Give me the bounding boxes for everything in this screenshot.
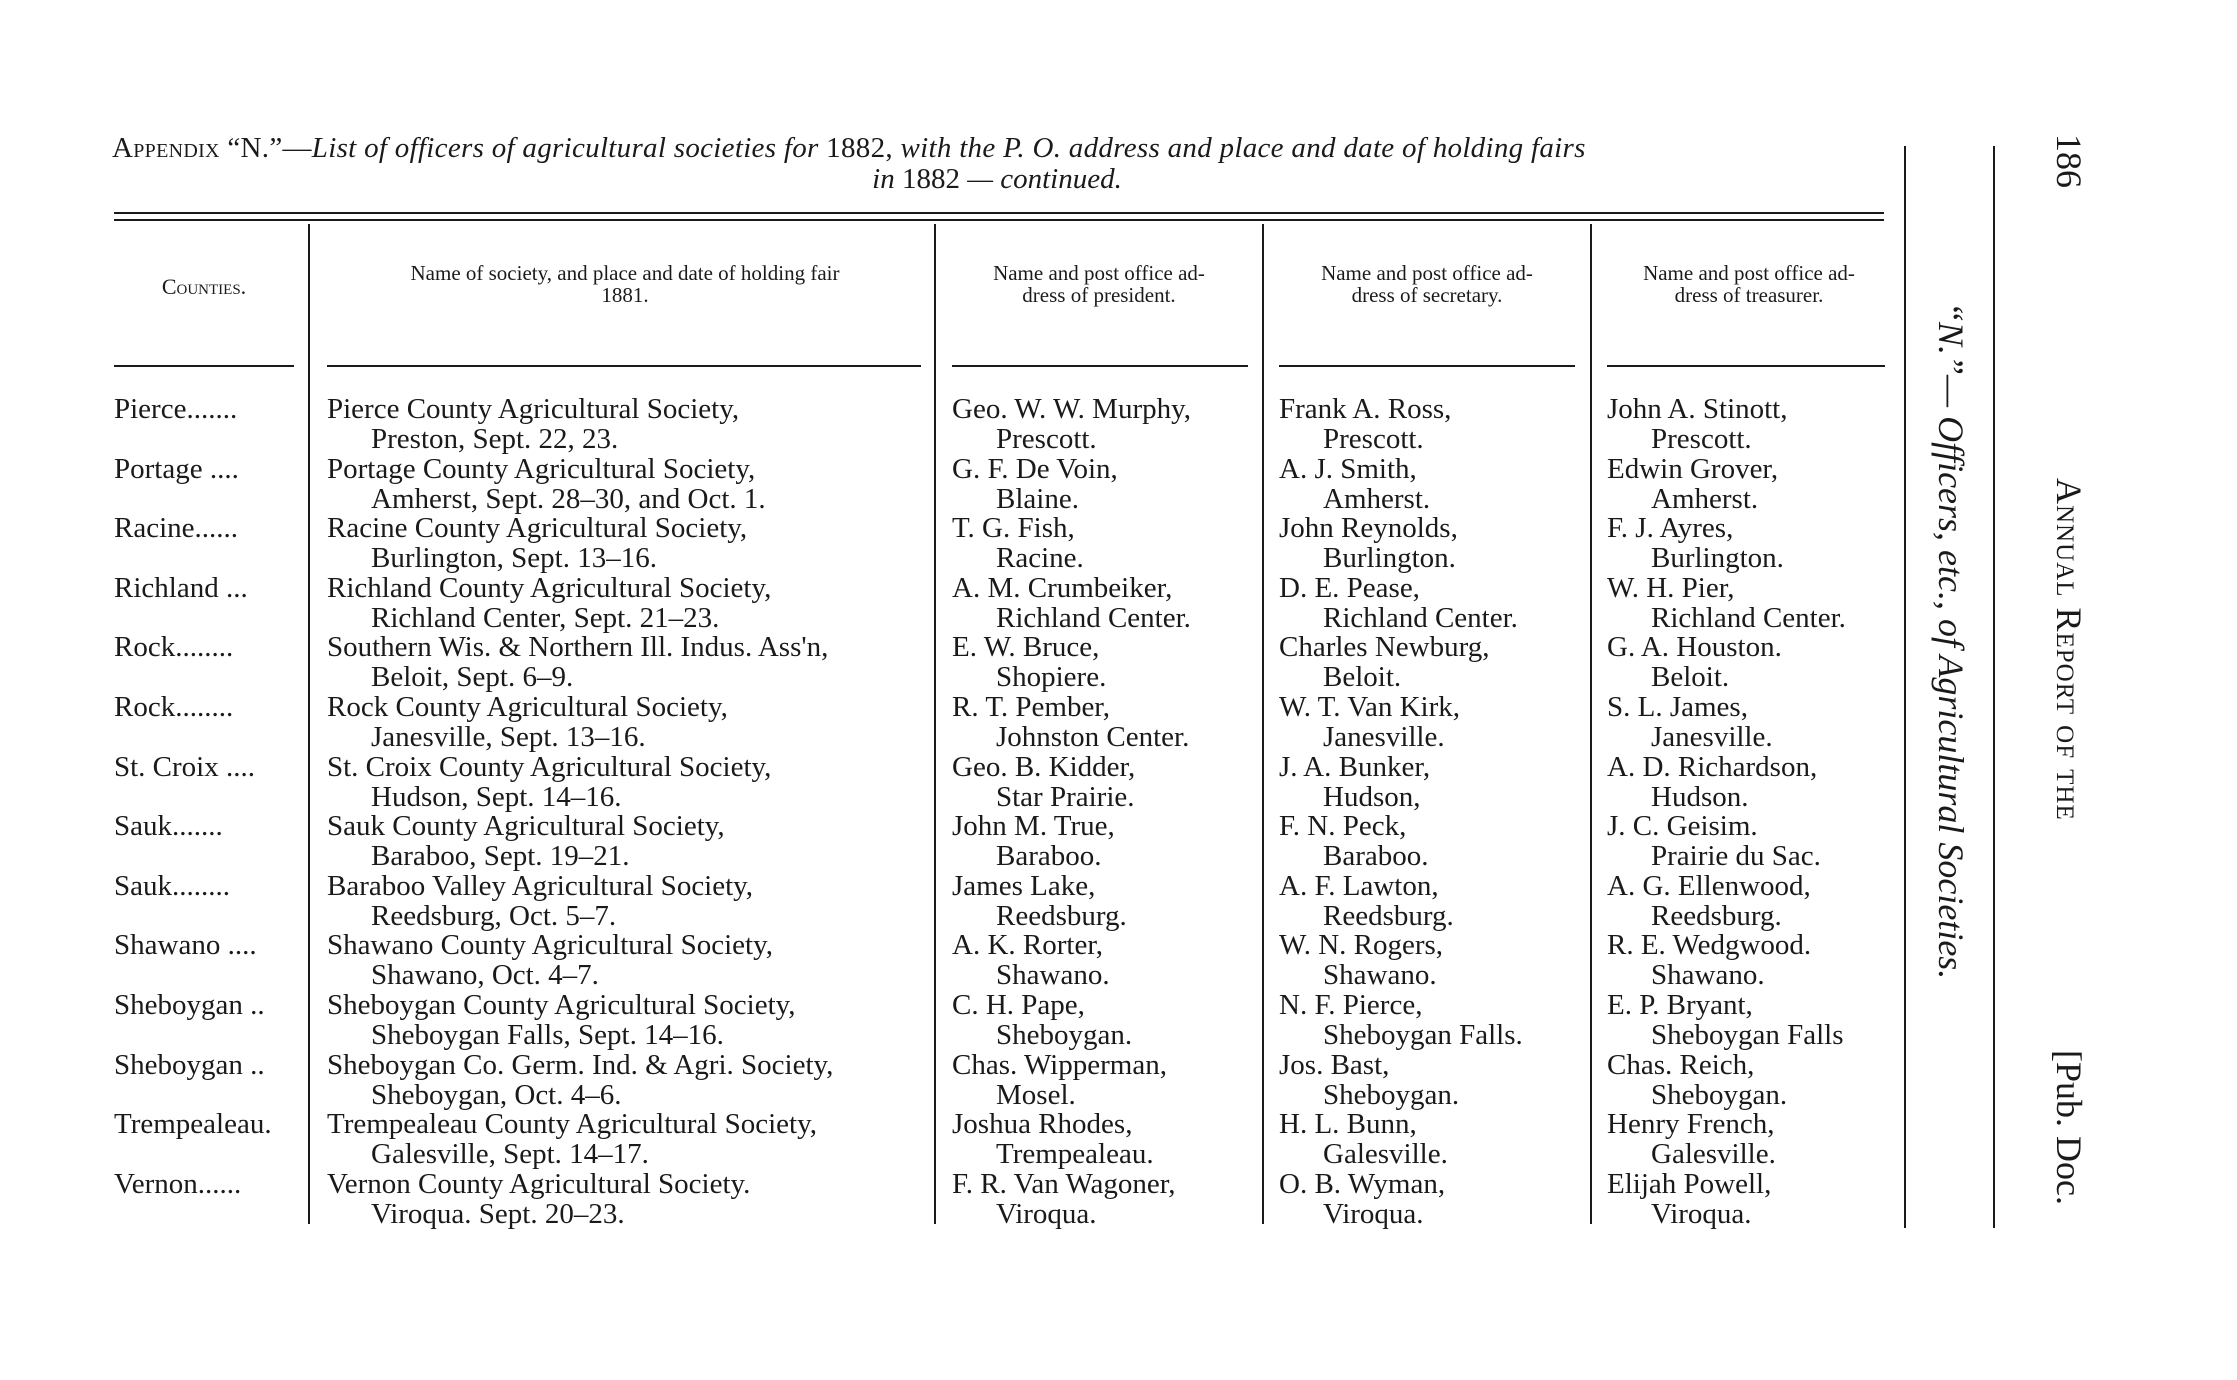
president-cell	[952, 1109, 1154, 1169]
president-name: Joshua Rhodes,	[952, 1108, 1133, 1140]
treasurer-name: A. D. Richardson,	[1607, 751, 1818, 783]
president-name: T. G. Fish,	[952, 512, 1075, 544]
society-place: Amherst, Sept. 28–30, and Oct. 1.	[371, 483, 766, 515]
header-president-line2: dress of president.	[1022, 283, 1176, 307]
running-title: “N.”— Officers, etc., of Agricultural Societies.	[1931, 302, 1971, 980]
society-name: Richland County Agricultural Society,	[327, 572, 772, 604]
county-cell: Pierce.......	[114, 393, 238, 425]
president-cell	[952, 394, 1191, 454]
secretary-cell	[1279, 513, 1458, 573]
president-place: Baraboo.	[996, 840, 1102, 872]
secretary-name: O. B. Wyman,	[1279, 1168, 1446, 1200]
county-cell: Rock........	[114, 691, 234, 723]
president-name: R. T. Pember,	[952, 691, 1111, 723]
president-place: Blaine.	[996, 483, 1079, 515]
society-name: Portage County Agricultural Society,	[327, 453, 756, 485]
treasurer-name: G. A. Houston.	[1607, 631, 1782, 663]
secretary-place: Baraboo.	[1323, 840, 1429, 872]
treasurer-place: Prairie du Sac.	[1651, 840, 1821, 872]
secretary-name: Frank A. Ross,	[1279, 393, 1452, 425]
president-place: Racine.	[996, 542, 1084, 574]
secretary-name: A. J. Smith,	[1279, 453, 1417, 485]
secretary-cell	[1279, 871, 1454, 931]
society-place: Reedsburg, Oct. 5–7.	[371, 900, 617, 932]
president-cell	[952, 692, 1189, 752]
society-name: Racine County Agricultural Society,	[327, 512, 748, 544]
treasurer-name: A. G. Ellenwood,	[1607, 870, 1811, 902]
secretary-place: Prescott.	[1323, 423, 1424, 455]
president-name: E. W. Bruce,	[952, 631, 1100, 663]
society-place: Hudson, Sept. 14–16.	[371, 781, 622, 813]
president-cell	[952, 811, 1115, 871]
secretary-name: D. E. Pease,	[1279, 572, 1420, 604]
treasurer-cell	[1607, 692, 1773, 752]
secretary-place: Richland Center.	[1323, 602, 1518, 634]
society-cell	[327, 930, 773, 990]
header-secretary	[1268, 262, 1586, 306]
secretary-cell	[1279, 632, 1489, 692]
president-place: Mosel.	[996, 1079, 1076, 1111]
header-treasurer-line1: Name and post office ad-	[1643, 261, 1855, 285]
secretary-cell	[1279, 573, 1518, 633]
treasurer-cell	[1607, 394, 1788, 454]
secretary-name: J. A. Bunker,	[1279, 751, 1431, 783]
title-year-a: 1882,	[826, 132, 893, 164]
society-place: Beloit, Sept. 6–9.	[371, 661, 574, 693]
secretary-name: Charles Newburg,	[1279, 631, 1490, 663]
county-cell: Rock........	[114, 631, 234, 663]
president-name: F. R. Van Wagoner,	[952, 1168, 1176, 1200]
treasurer-place: Richland Center.	[1651, 602, 1846, 634]
appendix-letter: “N.”—	[227, 132, 312, 164]
treasurer-cell	[1607, 930, 1811, 990]
secretary-place: Beloit.	[1323, 661, 1402, 693]
treasurer-place: Beloit.	[1651, 661, 1730, 693]
county-cell: Sauk........	[114, 870, 230, 902]
header-counties-text: Counties.	[161, 274, 247, 299]
treasurer-name: R. E. Wedgwood.	[1607, 929, 1812, 961]
society-cell	[327, 1109, 817, 1169]
secretary-place: Amherst.	[1323, 483, 1431, 515]
treasurer-cell	[1607, 573, 1846, 633]
secretary-cell	[1279, 930, 1443, 990]
president-cell	[952, 990, 1132, 1050]
secretary-cell	[1279, 1050, 1459, 1110]
society-name: Baraboo Valley Agricultural Society,	[327, 870, 754, 902]
president-name: James Lake,	[952, 870, 1096, 902]
society-cell	[327, 394, 739, 454]
county-cell: Racine......	[114, 512, 239, 544]
society-cell	[327, 990, 796, 1050]
treasurer-cell	[1607, 1109, 1776, 1169]
header-underline	[114, 365, 294, 367]
society-name: Trempealeau County Agricultural Society,	[327, 1108, 817, 1140]
treasurer-cell	[1607, 871, 1811, 931]
president-name: A. K. Rorter,	[952, 929, 1104, 961]
treasurer-name: W. H. Pier,	[1607, 572, 1735, 604]
treasurer-name: E. P. Bryant,	[1607, 989, 1753, 1021]
president-name: A. M. Crumbeiker,	[952, 572, 1173, 604]
president-name: Chas. Wipperman,	[952, 1049, 1167, 1081]
treasurer-place: Shawano.	[1651, 959, 1765, 991]
header-society-line1: Name of society, and place and date of holding fair	[410, 261, 840, 285]
title-italic-d: — continued.	[967, 163, 1122, 195]
society-cell	[327, 513, 747, 573]
president-place: Star Prairie.	[996, 781, 1135, 813]
table-right-border	[1904, 146, 1906, 1228]
treasurer-name: Chas. Reich,	[1607, 1049, 1755, 1081]
appendix-label: Appendix	[112, 132, 220, 164]
president-name: C. H. Pape,	[952, 989, 1085, 1021]
president-name: John M. True,	[952, 810, 1115, 842]
treasurer-name: Henry French,	[1607, 1108, 1775, 1140]
president-cell	[952, 930, 1110, 990]
president-cell	[952, 573, 1191, 633]
title-italic-a: List of officers of agricultural societies for	[311, 132, 819, 164]
title-italic-b: with the P. O. address and place and date of holding fairs	[900, 132, 1586, 164]
header-secretary-line1: Name and post office ad-	[1321, 261, 1533, 285]
column-divider	[1262, 224, 1264, 1224]
treasurer-cell	[1607, 752, 1817, 812]
treasurer-name: S. L. James,	[1607, 691, 1748, 723]
president-place: Sheboygan.	[996, 1019, 1133, 1051]
secretary-cell	[1279, 394, 1451, 454]
county-cell: Shawano ....	[114, 929, 257, 961]
header-counties	[114, 276, 294, 298]
secretary-place: Janesville.	[1323, 721, 1445, 753]
treasurer-place: Reedsburg.	[1651, 900, 1782, 932]
president-place: Shawano.	[996, 959, 1110, 991]
secretary-place: Hudson,	[1323, 781, 1421, 813]
society-place: Sheboygan, Oct. 4–6.	[371, 1079, 622, 1111]
president-cell	[952, 513, 1084, 573]
society-place: Viroqua. Sept. 20–23.	[371, 1198, 625, 1230]
society-cell	[327, 632, 828, 692]
society-place: Sheboygan Falls, Sept. 14–16.	[371, 1019, 724, 1051]
treasurer-place: Burlington.	[1651, 542, 1784, 574]
treasurer-cell	[1607, 632, 1782, 692]
society-name: Sheboygan County Agricultural Society,	[327, 989, 796, 1021]
header-underline	[1607, 365, 1885, 367]
president-place: Prescott.	[996, 423, 1097, 455]
county-cell: Trempealeau.	[114, 1108, 272, 1140]
report-title: Annual Report of the	[2049, 478, 2089, 821]
treasurer-cell	[1607, 811, 1821, 871]
secretary-name: H. L. Bunn,	[1279, 1108, 1417, 1140]
president-cell	[952, 632, 1106, 692]
society-cell	[327, 1169, 750, 1229]
society-cell	[327, 811, 725, 871]
society-cell	[327, 454, 766, 514]
county-cell: Vernon......	[114, 1168, 242, 1200]
header-society	[320, 262, 930, 306]
president-name: Geo. B. Kidder,	[952, 751, 1136, 783]
secretary-name: John Reynolds,	[1279, 512, 1458, 544]
treasurer-name: Edwin Grover,	[1607, 453, 1779, 485]
treasurer-place: Prescott.	[1651, 423, 1752, 455]
president-place: Shopiere.	[996, 661, 1107, 693]
page-number: 186	[2049, 134, 2089, 188]
secretary-cell	[1279, 454, 1430, 514]
secretary-cell	[1279, 752, 1430, 812]
county-cell: Portage ....	[114, 453, 239, 485]
county-cell: Sauk.......	[114, 810, 223, 842]
treasurer-cell	[1607, 513, 1784, 573]
county-cell: Sheboygan ..	[114, 989, 265, 1021]
society-name: Pierce County Agricultural Society,	[327, 393, 740, 425]
society-place: Shawano, Oct. 4–7.	[371, 959, 599, 991]
treasurer-place: Amherst.	[1651, 483, 1759, 515]
header-treasurer	[1596, 262, 1902, 306]
header-rule-top	[114, 212, 1884, 214]
society-cell	[327, 871, 753, 931]
header-underline	[327, 365, 921, 367]
county-cell: Richland ...	[114, 572, 248, 604]
page-title	[112, 133, 1882, 195]
president-place: Reedsburg.	[996, 900, 1127, 932]
header-secretary-line2: dress of secretary.	[1351, 283, 1503, 307]
secretary-name: N. F. Pierce,	[1279, 989, 1423, 1021]
treasurer-place: Viroqua.	[1651, 1198, 1752, 1230]
treasurer-place: Hudson.	[1651, 781, 1749, 813]
treasurer-place: Sheboygan Falls	[1651, 1019, 1844, 1051]
president-place: Trempealeau.	[996, 1138, 1154, 1170]
header-society-line2: 1881.	[601, 283, 649, 307]
president-cell	[952, 454, 1118, 514]
president-cell	[952, 1050, 1167, 1110]
society-name: St. Croix County Agricultural Society,	[327, 751, 772, 783]
secretary-name: A. F. Lawton,	[1279, 870, 1439, 902]
secretary-cell	[1279, 1169, 1445, 1229]
society-place: Richland Center, Sept. 21–23.	[371, 602, 720, 634]
secretary-place: Shawano.	[1323, 959, 1437, 991]
treasurer-place: Galesville.	[1651, 1138, 1776, 1170]
society-cell	[327, 1050, 833, 1110]
treasurer-cell	[1607, 1169, 1771, 1229]
treasurer-cell	[1607, 990, 1844, 1050]
society-name: Southern Wis. & Northern Ill. Indus. Ass'n,	[327, 631, 829, 663]
header-treasurer-line2: dress of treasurer.	[1674, 283, 1824, 307]
president-cell	[952, 1169, 1176, 1229]
treasurer-place: Sheboygan.	[1651, 1079, 1788, 1111]
secretary-place: Galesville.	[1323, 1138, 1448, 1170]
title-italic-c: in	[872, 163, 895, 195]
title-year-b: 1882	[901, 163, 960, 195]
president-name: Geo. W. W. Murphy,	[952, 393, 1191, 425]
society-name: Sheboygan Co. Germ. Ind. & Agri. Society,	[327, 1049, 834, 1081]
secretary-place: Burlington.	[1323, 542, 1456, 574]
secretary-cell	[1279, 811, 1429, 871]
society-place: Galesville, Sept. 14–17.	[371, 1138, 649, 1170]
president-cell	[952, 752, 1135, 812]
pub-doc-label: [Pub. Doc.	[2049, 1050, 2089, 1205]
president-name: G. F. De Voin,	[952, 453, 1118, 485]
society-place: Janesville, Sept. 13–16.	[371, 721, 646, 753]
president-place: Richland Center.	[996, 602, 1191, 634]
header-underline	[952, 365, 1248, 367]
society-name: Rock County Agricultural Society,	[327, 691, 728, 723]
president-place: Johnston Center.	[996, 721, 1190, 753]
column-divider	[934, 224, 936, 1224]
secretary-place: Viroqua.	[1323, 1198, 1424, 1230]
secretary-place: Reedsburg.	[1323, 900, 1454, 932]
header-president-line1: Name and post office ad-	[993, 261, 1205, 285]
secretary-name: F. N. Peck,	[1279, 810, 1407, 842]
treasurer-name: John A. Stinott,	[1607, 393, 1788, 425]
society-cell	[327, 692, 728, 752]
secretary-cell	[1279, 692, 1460, 752]
county-cell: Sheboygan ..	[114, 1049, 265, 1081]
society-name: Shawano County Agricultural Society,	[327, 929, 773, 961]
president-place: Viroqua.	[996, 1198, 1097, 1230]
county-cell: St. Croix ....	[114, 751, 255, 783]
secretary-name: Jos. Bast,	[1279, 1049, 1390, 1081]
column-divider	[1590, 224, 1592, 1224]
treasurer-cell	[1607, 1050, 1787, 1110]
president-cell	[952, 871, 1127, 931]
treasurer-cell	[1607, 454, 1778, 514]
treasurer-name: Elijah Powell,	[1607, 1168, 1772, 1200]
society-place: Baraboo, Sept. 19–21.	[371, 840, 630, 872]
header-president	[940, 262, 1258, 306]
secretary-cell	[1279, 1109, 1448, 1169]
secretary-place: Sheboygan.	[1323, 1079, 1460, 1111]
header-rule-bottom	[114, 219, 1884, 221]
column-divider	[308, 224, 310, 1224]
society-cell	[327, 752, 771, 812]
secretary-name: W. N. Rogers,	[1279, 929, 1444, 961]
page-right-border	[1993, 146, 1995, 1228]
treasurer-name: J. C. Geisim.	[1607, 810, 1758, 842]
header-underline	[1279, 365, 1575, 367]
society-place: Preston, Sept. 22, 23.	[371, 423, 619, 455]
society-name: Sauk County Agricultural Society,	[327, 810, 725, 842]
society-name: Vernon County Agricultural Society.	[327, 1168, 751, 1200]
treasurer-place: Janesville.	[1651, 721, 1773, 753]
society-cell	[327, 573, 771, 633]
secretary-name: W. T. Van Kirk,	[1279, 691, 1460, 723]
treasurer-name: F. J. Ayres,	[1607, 512, 1734, 544]
society-place: Burlington, Sept. 13–16.	[371, 542, 657, 574]
secretary-cell	[1279, 990, 1523, 1050]
secretary-place: Sheboygan Falls.	[1323, 1019, 1523, 1051]
